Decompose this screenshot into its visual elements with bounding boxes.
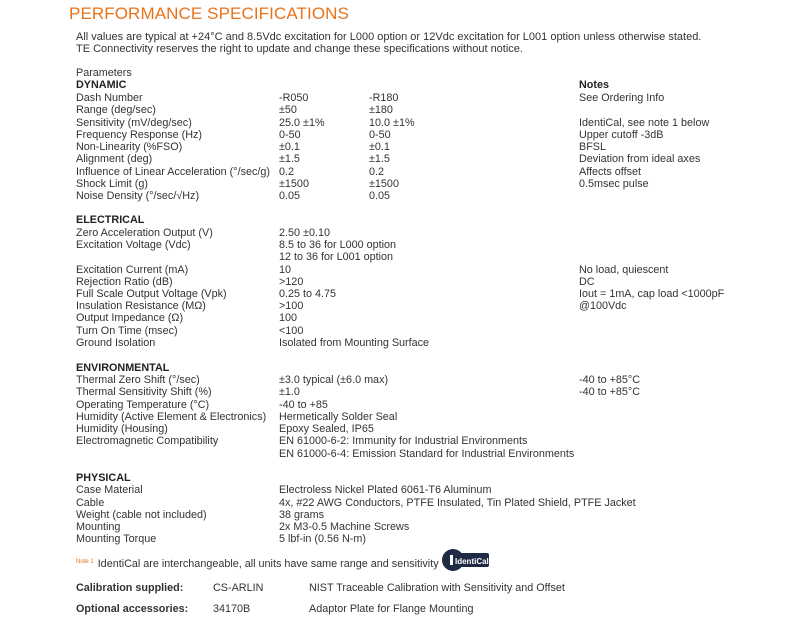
environmental-value: ±3.0 typical (±6.0 max) [279,374,389,386]
dynamic-param-label: Dash Number [76,92,143,104]
dynamic-value: 0.05 [279,190,301,202]
dynamic-value: ±1.5 [279,153,300,166]
dynamic-param-label: Noise Density (°/sec/√Hz) [76,190,200,202]
physical-heading: PHYSICAL [76,472,131,484]
dynamic-param-label: Sensitivity (mV/deg/sec) [76,116,192,129]
page-title: PERFORMANCE SPECIFICATIONS [69,4,349,23]
dynamic-param-label: Range (deg/sec) [76,104,156,117]
dynamic-value: ±0.1 [279,141,300,153]
electrical-param-label: Turn On Time (msec) [76,325,178,337]
electrical-param-label: Output Impedance (Ω) [76,312,184,324]
dynamic-value-alt: -R180 [369,92,399,104]
dynamic-note: Upper cutoff -3dB [579,128,664,141]
footnote [76,558,439,570]
environmental-note: -40 to +85°C [579,386,641,398]
environmental-param-label: Thermal Sensitivity Shift (%) [76,386,212,398]
physical-value: 38 grams [279,509,325,521]
accessories-desc: Adaptor Plate for Flange Mounting [309,603,474,615]
electrical-value: Isolated from Mounting Surface [279,337,430,349]
physical-value: 2x M3-0.5 Machine Screws [279,521,410,533]
dynamic-param-label: Influence of Linear Acceleration (°/sec/g) [76,165,270,178]
electrical-param-label: Rejection Ratio (dB) [76,276,173,288]
dynamic-note: 0.5msec pulse [579,177,649,190]
dynamic-note: See Ordering Info [579,92,665,104]
footnote-marker: Note 1 [76,559,94,565]
dynamic-value-alt: ±180 [369,104,393,117]
intro-line-2: TE Connectivity reserves the right to update and change these specifications without notice. [76,43,523,55]
parameters-label: Parameters [76,67,132,79]
dynamic-value: 25.0 ±1% [279,116,325,129]
electrical-value: 10 [279,264,292,276]
environmental-value: EN 61000-6-4: Emission Standard for Industrial Environments [279,448,575,460]
physical-value: 4x, #22 AWG Conductors, PTFE Insulated, Tin Plated Shield, PTFE Jacket [279,497,636,509]
physical-param-label: Mounting Torque [76,533,157,545]
accessories-part: 34170B [213,603,251,615]
dynamic-value-alt: ±0.1 [369,141,390,153]
electrical-param-label: Insulation Resistance (MΩ) [76,300,206,312]
environmental-note: -40 to +85°C [579,374,641,386]
dynamic-note: BFSL [579,141,607,153]
electrical-value: 2.50 ±0.10 [279,227,330,239]
dynamic-value: 0-50 [279,128,301,141]
electrical-param-label: Zero Acceleration Output (V) [76,227,213,239]
dynamic-param-label: Shock Limit (g) [76,177,148,190]
electrical-param-label: Excitation Current (mA) [76,264,189,276]
electrical-value: 8.5 to 36 for L000 option [279,239,397,251]
dynamic-value: 0.2 [279,165,295,178]
electrical-value: >100 [279,300,304,312]
environmental-param-label: Thermal Zero Shift (°/sec) [76,374,200,386]
logo-text: IdentiCal [455,557,489,566]
dynamic-value-alt: 0.05 [369,190,391,202]
environmental-param-label: Operating Temperature (°C) [76,399,210,411]
environmental-value: Hermetically Solder Seal [279,411,398,423]
electrical-value: 100 [279,312,298,324]
electrical-param-label: Ground Isolation [76,337,156,349]
dynamic-note: Affects offset [579,165,642,178]
dynamic-heading: DYNAMIC [76,79,127,91]
electrical-value: 0.25 to 4.75 [279,288,337,300]
identical-logo [441,548,491,572]
dynamic-value-alt: 10.0 ±1% [369,116,415,129]
dynamic-note: Deviation from ideal axes [579,153,701,166]
electrical-value: <100 [279,325,304,337]
electrical-param-label: Excitation Voltage (Vdc) [76,239,191,251]
electrical-note: @100Vdc [579,300,627,312]
dynamic-value-alt: 0.2 [369,165,385,178]
footnote-text: IdentiCal are interchangeable, all units have same range and sensitivity [97,558,439,570]
electrical-value: 12 to 36 for L001 option [279,251,394,263]
environmental-value: Epoxy Sealed, IP65 [279,423,374,435]
dynamic-value: ±50 [279,104,297,117]
dynamic-value: -R050 [279,92,309,104]
electrical-note: No load, quiescent [579,264,669,276]
physical-value: Electroless Nickel Plated 6061-T6 Aluminum [279,484,492,496]
calibration-label: Calibration supplied: [76,582,184,594]
environmental-param-label: Electromagnetic Compatibility [76,435,219,447]
environmental-value: EN 61000-6-2: Immunity for Industrial Environments [279,435,528,447]
electrical-param-label: Full Scale Output Voltage (Vpk) [76,288,227,300]
electrical-note: Iout = 1mA, cap load <1000pF [579,288,725,300]
intro-line-1: All values are typical at +24°C and 8.5Vdc excitation for L000 option or 12Vdc excitation for L001 option unless otherwise stated. [76,31,702,43]
dynamic-note: IdentiCal, see note 1 below [579,116,710,129]
dynamic-param-label: Frequency Response (Hz) [76,128,203,141]
environmental-param-label: Humidity (Active Element & Electronics) [76,411,267,423]
electrical-value: >120 [279,276,304,288]
dynamic-value: ±1500 [279,177,309,190]
environmental-heading: ENVIRONMENTAL [76,362,170,374]
physical-param-label: Mounting [76,521,121,533]
physical-param-label: Weight (cable not included) [76,509,207,521]
dynamic-value-alt: ±1.5 [369,153,390,166]
dynamic-value-alt: ±1500 [369,177,399,190]
physical-param-label: Case Material [76,484,143,496]
environmental-param-label: Humidity (Housing) [76,423,168,435]
environmental-value: -40 to +85 [279,399,328,411]
environmental-value: ±1.0 [279,386,300,398]
physical-value: 5 lbf-in (0.56 N-m) [279,533,366,545]
dynamic-value-alt: 0-50 [369,128,391,141]
notes-heading: Notes [579,79,609,91]
accessories-label: Optional accessories: [76,603,189,615]
physical-param-label: Cable [76,497,105,509]
calibration-part: CS-ARLIN [213,582,264,594]
calibration-desc: NIST Traceable Calibration with Sensitivity and Offset [309,582,565,594]
electrical-note: DC [579,276,595,288]
dynamic-param-label: Alignment (deg) [76,153,153,166]
dynamic-param-label: Non-Linearity (%FSO) [76,141,183,153]
electrical-heading: ELECTRICAL [76,214,145,226]
